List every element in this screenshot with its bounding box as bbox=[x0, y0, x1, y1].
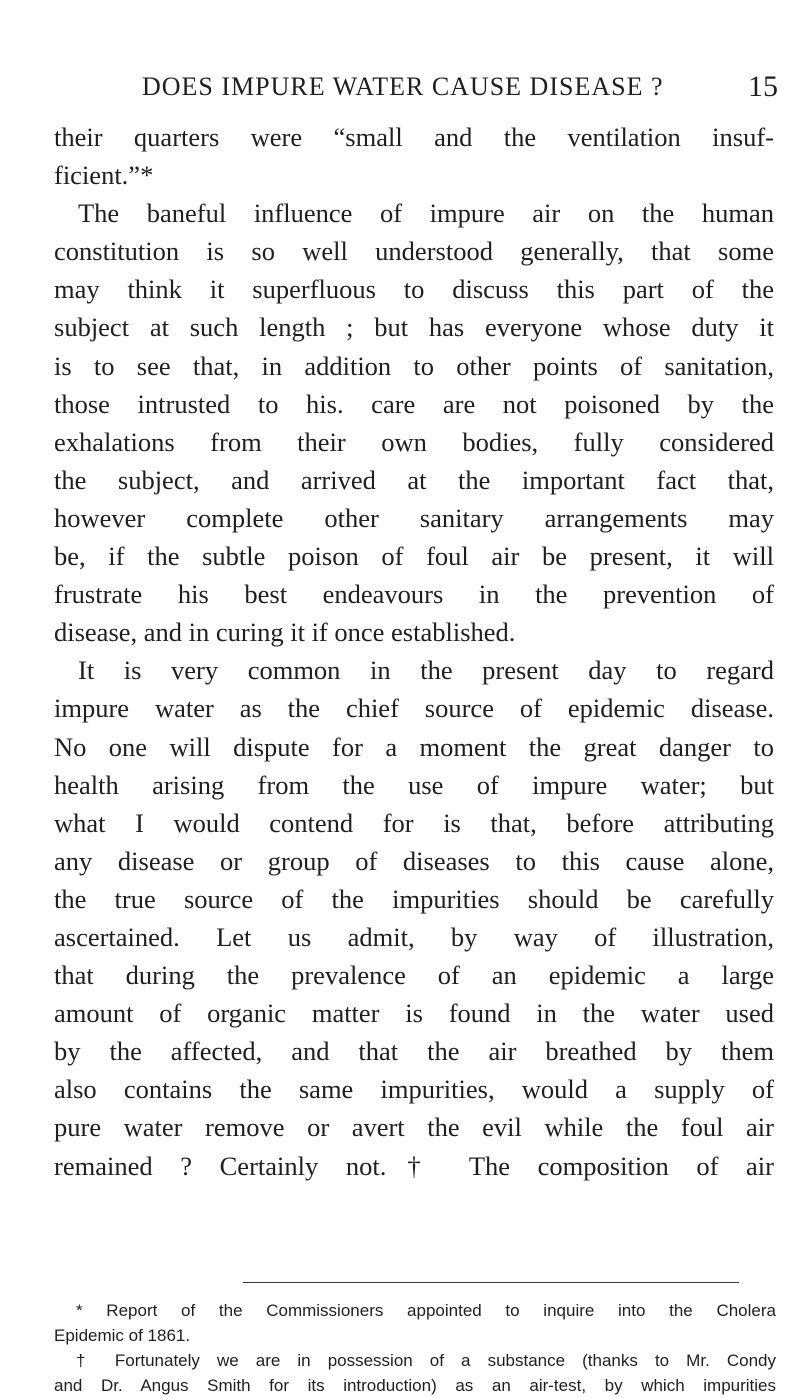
text-line: any disease or group of diseases to this cause alone, bbox=[54, 845, 774, 876]
text-line: health arising from the use of impure water; but bbox=[54, 769, 774, 800]
text-line: ascertained. Let us admit, by way of illustration, bbox=[54, 921, 774, 952]
text-line: what I would contend for is that, before attributing bbox=[54, 807, 774, 838]
text-line: ficient.”* bbox=[54, 160, 154, 191]
text-line: constitution is so well understood generally, that some bbox=[54, 236, 774, 267]
text-line: frustrate his best endeavours in the prevention of bbox=[54, 579, 774, 610]
text-line: amount of organic matter is found in the water used bbox=[54, 998, 774, 1029]
footnote-line: † Fortunately we are in possession of a substance (thanks to Mr. Condy bbox=[76, 1351, 776, 1370]
text-line: however complete other sanitary arrangements may bbox=[54, 502, 774, 533]
text-line: also contains the same impurities, would a supply of bbox=[54, 1074, 774, 1105]
text-line: No one will dispute for a moment the great danger to bbox=[54, 731, 774, 762]
text-line: that during the prevalence of an epidemic a large bbox=[54, 960, 774, 991]
text-line: The baneful influence of impure air on the human bbox=[78, 198, 774, 229]
text-line: the true source of the impurities should be carefully bbox=[54, 883, 774, 914]
text-line: be, if the subtle poison of foul air be present, it will bbox=[54, 541, 774, 572]
text-line: the subject, and arrived at the important fact that, bbox=[54, 464, 774, 495]
footnote-line: * Report of the Commissioners appointed to inquire into the Cholera bbox=[76, 1301, 776, 1320]
text-line: impure water as the chief source of epidemic disease. bbox=[54, 693, 774, 724]
text-line: by the affected, and that the air breathed by them bbox=[54, 1036, 774, 1067]
text-line: may think it superfluous to discuss this part of the bbox=[54, 274, 774, 305]
text-line: is to see that, in addition to other points of sanitation, bbox=[54, 350, 774, 381]
text-line: exhalations from their own bodies, fully considered bbox=[54, 426, 774, 457]
text-line: those intrusted to his. care are not poisoned by the bbox=[54, 388, 774, 419]
footnote-line: Epidemic of 1861. bbox=[54, 1326, 191, 1345]
text-line: their quarters were “small and the ventilation insuf- bbox=[54, 122, 774, 152]
text-line: It is very common in the present day to regard bbox=[78, 655, 774, 686]
footnote-line: and Dr. Angus Smith for its introduction) as an air-test, by which impurities bbox=[54, 1376, 776, 1395]
text-line: remained ? Certainly not.† The composition of air bbox=[54, 1150, 774, 1181]
body-text bbox=[54, 118, 774, 1185]
footnotes bbox=[54, 1298, 776, 1398]
footnote-divider bbox=[243, 1282, 739, 1283]
page-number: 15 bbox=[748, 70, 778, 103]
text-line: subject at such length ; but has everyone whose duty it bbox=[54, 312, 774, 343]
running-head bbox=[0, 68, 800, 108]
running-title: DOES IMPURE WATER CAUSE DISEASE ? bbox=[142, 72, 664, 101]
text-line: pure water remove or avert the evil while the foul air bbox=[54, 1112, 774, 1143]
text-line: disease, and in curing it if once established. bbox=[54, 617, 516, 648]
